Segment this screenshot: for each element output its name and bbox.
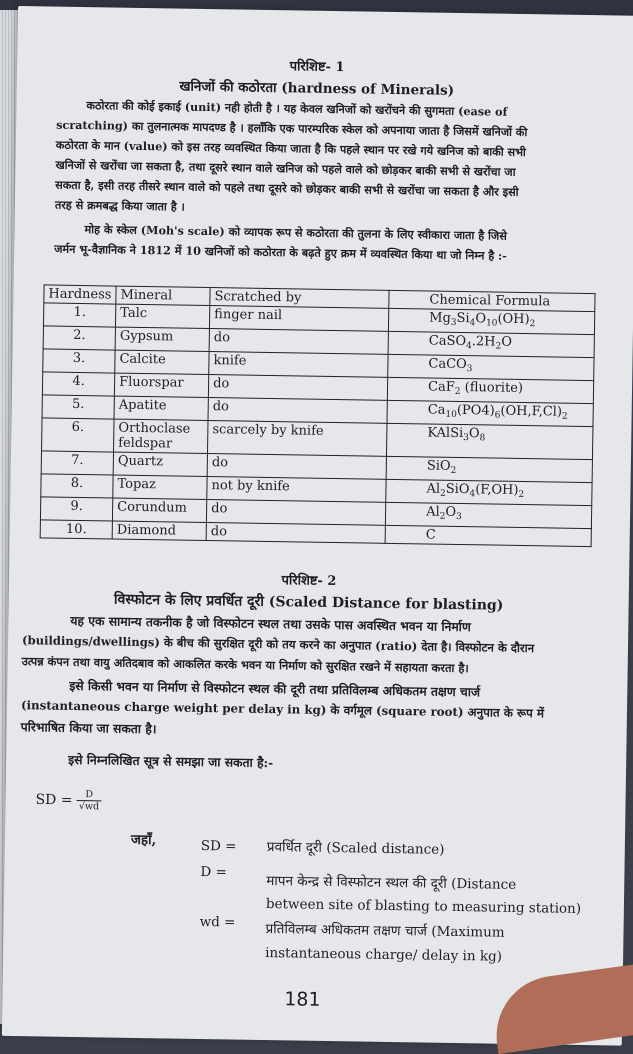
formula-cell (388, 331, 594, 357)
formula-part: CaCO (428, 356, 467, 373)
text-line: (instantaneous charge weight per delay in kg) के वर्गमूल (square root) अनुपात के रूप में (20, 698, 545, 721)
scratched-by: do (213, 376, 230, 392)
formula-part: 3 (466, 364, 473, 375)
formula-part: O (468, 426, 480, 442)
text-line: तरह से क्रमबद्ध किया जाता है । (54, 197, 185, 214)
hardness-cell (43, 303, 115, 327)
formula-part: Al (426, 504, 440, 520)
formula-cell (387, 400, 593, 426)
mineral-cell (114, 396, 208, 420)
formula-part: 4 (469, 489, 476, 500)
definition-symbol: D = (200, 863, 227, 881)
mineral-cell (116, 304, 210, 328)
formula-part: 3 (463, 433, 469, 444)
formula-part: 2 (439, 488, 446, 499)
formula-part: (fluorite) (460, 379, 524, 396)
text-line: इसे किसी भवन या निर्माण से विस्फोटन स्थल की दूरी तथा प्रतिविलम्ब अधिकतम तक्षण चार्ज (69, 677, 481, 700)
scratched-cell (209, 329, 388, 355)
scratched-cell (207, 477, 386, 503)
hardness-value: 6. (71, 419, 85, 436)
hardness-cell (42, 418, 115, 452)
formula-part: O (445, 504, 457, 520)
mineral-name: Talc (120, 305, 148, 322)
mineral-name: Corundum (117, 499, 188, 516)
mineral-name: Apatite (118, 397, 167, 414)
definition-text: मापन केन्द्र से विस्फोटन स्थल की दूरी (Distance (266, 873, 517, 893)
text-line: परिभाषित किया जा सकता है। (20, 719, 157, 737)
formula-part: SiO (426, 458, 451, 474)
mineral-cell (115, 350, 209, 374)
scratched-by: finger nail (214, 307, 283, 324)
text-line: जर्मन भू-वैज्ञानिक ने 1812 में 10 खनिजों को कठोरता के बढ़ते हुए क्रम में व्यवस्थित किया था जो निम्न है :- (54, 241, 507, 263)
definition-text: प्रतिविलम्ब अधिकतम तक्षण चार्ज (Maximum (265, 921, 505, 941)
mineral-name: Fluorspar (119, 374, 184, 391)
formula-part: 10 (445, 409, 457, 420)
formula-part: Mg (429, 310, 451, 326)
text-line: (buildings/dwellings) के बीच की सुरक्षित दूरी को तय करने का अनुपात (ratio) देता है। विस्फोटन के दौरान (21, 633, 535, 656)
where-label: जहाँ, (130, 831, 157, 849)
hardness-cell (40, 520, 112, 539)
text-line: कठोरता के मान (value) को इस तरह व्यवस्थित किया जाता है कि पहले स्थान पर रखे गये खनिज को बाकी सभी (55, 137, 527, 159)
appendix1-title: खनिजों की कठोरता (hardness of Minerals) (179, 78, 455, 99)
formula-numerator: D (77, 789, 101, 801)
mineral-cell (115, 327, 209, 351)
hardness-value: 5. (71, 396, 85, 413)
hardness-value: 8. (70, 475, 84, 492)
scratched-cell (208, 375, 387, 401)
mineral-name: Calcite (119, 351, 166, 368)
formula-part: 3 (450, 317, 457, 328)
scratched-cell (210, 306, 389, 332)
scratched-cell (208, 421, 387, 457)
formula-part: Ca (427, 402, 446, 418)
text-line: खनिजों से खरोंचा जा सकता है, तथा दूसरे स्थान वाले खनिज को पहले वाले को छोड़कर बाकी सभी से खरोंचा जा (55, 157, 516, 179)
hardness-cell (43, 326, 115, 350)
definition-text: instantaneous charge/ delay in kg) (265, 944, 503, 965)
text-line: कठोरता की कोई इकाई (unit) नही होती है । यह केवल खनिजों को खरोंचने की सुगमता (ease of (86, 98, 508, 119)
formula-cell (387, 423, 593, 459)
mineral-cell (113, 475, 207, 499)
formula-part: Si (456, 310, 470, 327)
appendix2-title: विस्फोटन के लिए प्रवर्धित दूरी (Scaled Distance for blasting) (113, 591, 504, 614)
appendix2-heading: परिशिष्ट- 2 (281, 573, 337, 590)
definition-symbol: wd = (199, 913, 236, 931)
scaled-distance-formula (35, 788, 101, 812)
formula-part: 2 (439, 511, 446, 522)
definition-text: between site of blasting to measuring station) (265, 896, 582, 917)
formula-part: 4 (465, 341, 472, 352)
formula-part: 2 (495, 341, 502, 352)
scratched-by: do (213, 330, 231, 346)
scratched-cell (206, 523, 385, 544)
mineral-cell (114, 373, 208, 397)
formula-part: C (425, 527, 436, 543)
mineral-name: Quartz (117, 453, 164, 470)
hardness-value: 3. (72, 350, 86, 367)
scratched-cell (207, 454, 386, 480)
definition-symbol: SD = (200, 837, 237, 855)
formula-fraction (77, 789, 102, 812)
appendix1-heading: परिशिष्ट- 1 (289, 59, 345, 76)
formula-part: CaSO (428, 333, 467, 350)
formula-cell (386, 456, 592, 482)
formula-lhs: SD = (35, 791, 73, 809)
scratched-by: scarcely by knife (212, 422, 324, 439)
hardness-value: 4. (72, 373, 85, 390)
mineral-cell (114, 419, 209, 453)
formula-cell (386, 479, 592, 505)
appendix2-paragraph3: इसे निम्नलिखित सूत्र से समझा जा सकता है:- (68, 751, 274, 771)
mineral-cell (112, 521, 206, 540)
scratched-by: do (211, 501, 228, 517)
formula-part: 8 (479, 433, 486, 444)
text-line: मोह के स्केल (Moh's scale) को व्यापक रूप से कठोरता की तुलना के लिए स्वीकारा जाता है जिसे (84, 222, 507, 243)
formula-part: O (501, 334, 513, 350)
formula-part: (OH,F,Cl) (500, 403, 563, 420)
scratched-by: do (210, 524, 228, 540)
formula-part: Al (426, 481, 441, 497)
formula-part: 4 (469, 318, 476, 329)
formula-part: 10 (485, 318, 498, 329)
formula-part: SiO (445, 481, 470, 498)
formula-part: .2H (471, 334, 496, 350)
formula-cell (387, 377, 593, 403)
column-header: Scratched by (210, 288, 389, 309)
formula-part: 3 (455, 511, 462, 523)
mineral-cell (113, 452, 207, 476)
hardness-cell (43, 349, 115, 373)
text-line: scratching) का तुलनात्मक मापदण्ड है । हलाँकि एक पारम्परिक स्केल को अपनाया जाता है जिसमें खनिजों की (56, 117, 528, 140)
mineral-name: Gypsum (119, 328, 174, 345)
hardness-value: 9. (70, 498, 83, 515)
formula-cell (388, 354, 594, 380)
formula-cell (385, 502, 591, 528)
hardness-table (40, 284, 596, 547)
formula-part: 2 (450, 465, 457, 476)
scratched-by: knife (213, 353, 247, 369)
hardness-value: 2. (73, 327, 86, 344)
page-number: 181 (284, 988, 321, 1011)
scratched-cell (206, 500, 385, 526)
column-header: Hardness (44, 285, 116, 304)
formula-cell (388, 308, 594, 334)
formula-denominator: √wd (78, 801, 100, 813)
hardness-value: 7. (71, 452, 84, 469)
scratched-by: not by knife (211, 478, 290, 495)
formula-part: 6 (494, 410, 501, 421)
formula-cell (385, 525, 591, 546)
scratched-cell (208, 398, 387, 424)
book-page (2, 6, 633, 1046)
mineral-name: Diamond (116, 522, 177, 539)
mineral-name-cont: feldspar (118, 435, 173, 452)
hardness-value: 10. (65, 521, 87, 538)
formula-part: 2 (561, 411, 568, 422)
hardness-cell (42, 372, 114, 396)
text-line: सकता है, इसी तरह तीसरे स्थान वाले को पहले तथा दूसरे को छोड़कर बाकी सभी से खरोंचा जा सकता है और इसी (55, 177, 519, 199)
hardness-cell (41, 474, 113, 498)
scratched-cell (209, 352, 388, 378)
column-header: Chemical Formula (389, 290, 595, 311)
mineral-name: Topaz (117, 476, 157, 493)
formula-part: (PO4) (456, 402, 495, 419)
text-line: उत्पन्न कंपन तथा वायु अतिदबाव को आकलित करके भवन या निर्माण को सुरक्षित रखने में सहायता करता है। (21, 654, 469, 676)
hardness-cell (41, 451, 113, 475)
formula-part: (F,OH) (475, 482, 519, 498)
formula-part: CaF (427, 379, 455, 395)
hardness-cell (42, 395, 114, 419)
formula-part: 2 (454, 386, 461, 397)
mineral-name: Orthoclase (118, 420, 191, 437)
scratched-by: do (212, 399, 230, 415)
formula-part: 2 (529, 319, 536, 330)
scratched-by: do (211, 455, 229, 471)
formula-part: O (475, 311, 487, 327)
formula-part: (OH) (497, 311, 530, 328)
formula-part: 2 (518, 489, 525, 501)
column-header: Mineral (116, 286, 210, 305)
hardness-value: 1. (73, 304, 87, 321)
definition-text: प्रवर्धित दूरी (Scaled distance) (266, 839, 445, 858)
text-line: यह एक सामान्य तकनीक है जो विस्फोटन स्थल तथा उसके पास अवस्थित भवन या निर्माण (70, 612, 471, 635)
formula-part: KAlSi (427, 425, 464, 442)
mineral-cell (112, 498, 206, 522)
hardness-cell (40, 497, 112, 521)
